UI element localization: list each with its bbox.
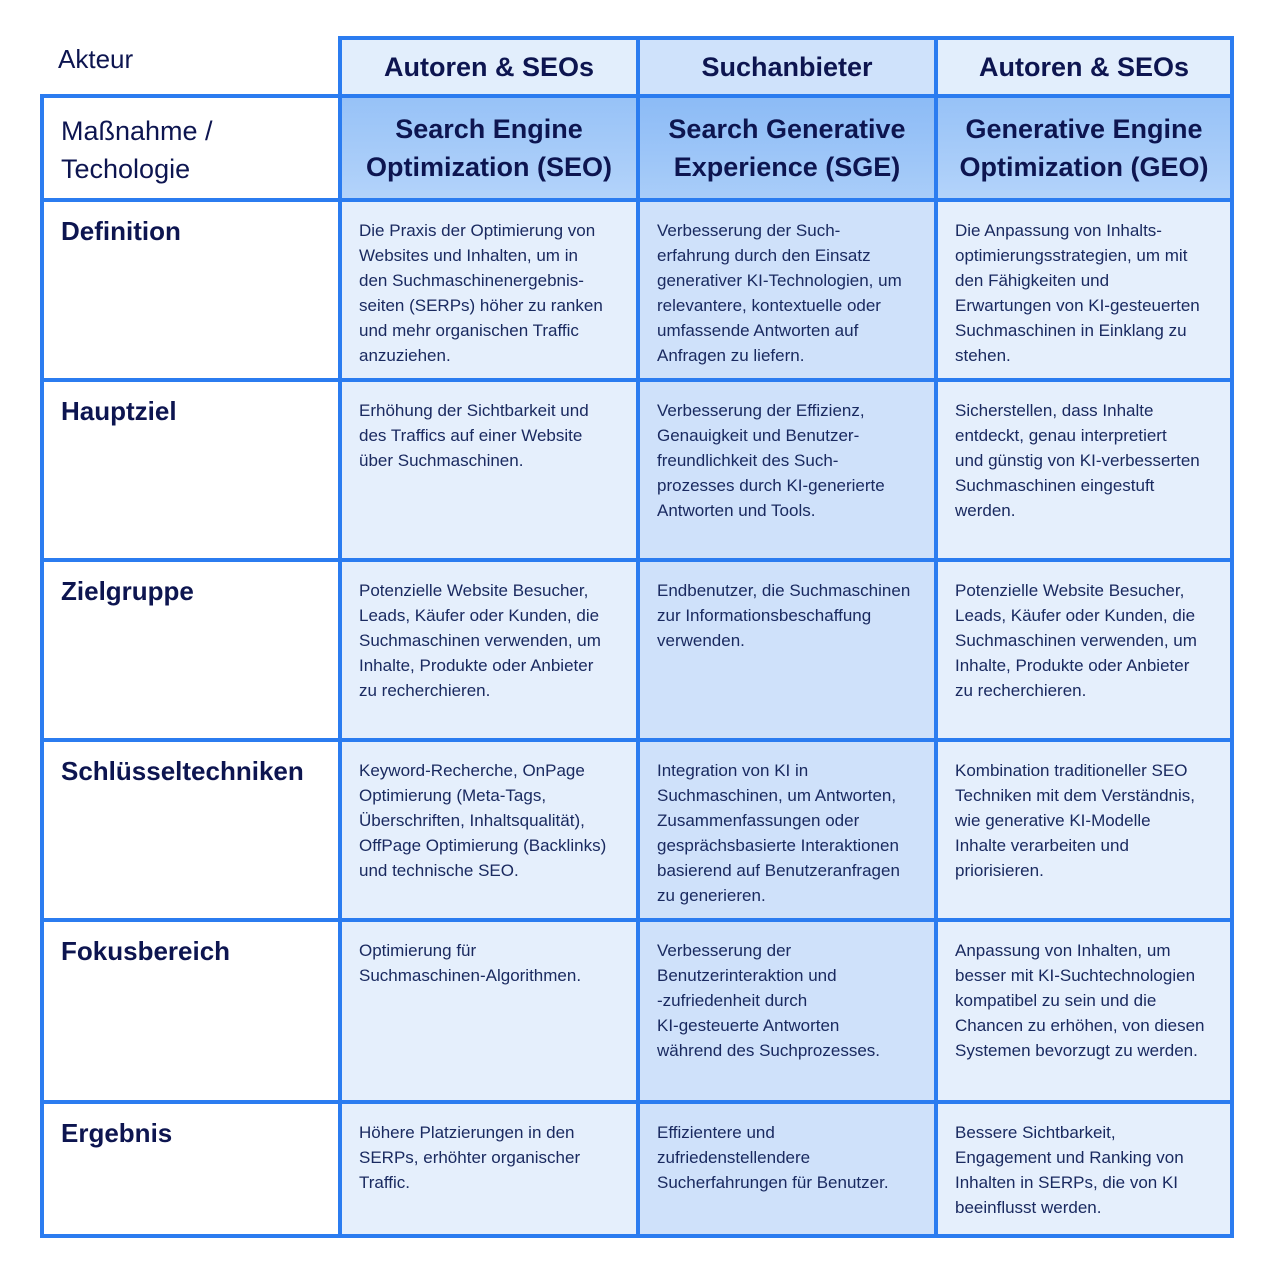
cell-ergebnis-geo: Bessere Sichtbarkeit, Engagement und Ranking von Inhalten in SERPs, die von KI beeinflusst werden.: [934, 1100, 1234, 1238]
row-label-schluesseltechniken: Schlüsseltechniken: [40, 738, 342, 922]
actor-header-2: Suchanbieter: [636, 36, 938, 98]
cell-zielgruppe-sge: Endbenutzer, die Suchmaschinen zur Informationsbeschaffung verwenden.: [636, 558, 938, 742]
cell-fokusbereich-seo: Optimierung für Suchmaschinen-Algorithmen.: [338, 918, 640, 1104]
cell-fokusbereich-geo: Anpassung von Inhalten, um besser mit KI-Suchtechnologien kompatibel zu sein und die Chancen zu erhöhen, von diesen Systemen bevorzugt zu werden.: [934, 918, 1234, 1104]
cell-zielgruppe-seo: Potenzielle Website Besucher, Leads, Käufer oder Kunden, die Suchmaschinen verwenden, um Inhalte, Produkte oder Anbieter zu recherchieren.: [338, 558, 640, 742]
cell-hauptziel-seo: Erhöhung der Sichtbarkeit und des Traffics auf einer Website über Suchmaschinen.: [338, 378, 640, 562]
cell-definition-geo: Die Anpassung von Inhalts- optimierungsstrategien, um mit den Fähigkeiten und Erwartungen von KI-gesteuerten Suchmaschinen in Einklang zu stehen.: [934, 198, 1234, 382]
cell-ergebnis-seo: Höhere Platzierungen in den SERPs, erhöhter organischer Traffic.: [338, 1100, 640, 1238]
cell-ergebnis-sge: Effizientere und zufriedenstellendere Sucherfahrungen für Benutzer.: [636, 1100, 938, 1238]
row-label-definition: Definition: [40, 198, 342, 382]
actor-header-1: Autoren & SEOs: [338, 36, 640, 98]
cell-schluesseltechniken-seo: Keyword-Recherche, OnPage Optimierung (Meta-Tags, Überschriften, Inhaltsqualität), OffPage Optimierung (Backlinks) und technische SEO.: [338, 738, 640, 922]
cell-schluesseltechniken-geo: Kombination traditioneller SEO Techniken mit dem Verständnis, wie generative KI-Modelle Inhalte verarbeiten und priorisieren.: [934, 738, 1234, 922]
cell-zielgruppe-geo: Potenzielle Website Besucher, Leads, Käufer oder Kunden, die Suchmaschinen verwenden, um Inhalte, Produkte oder Anbieter zu recherchieren.: [934, 558, 1234, 742]
tech-header-seo: Search Engine Optimization (SEO): [338, 94, 640, 202]
actor-header-3: Autoren & SEOs: [934, 36, 1234, 98]
actor-label: Akteur: [58, 44, 134, 74]
row-label-hauptziel: Hauptziel: [40, 378, 342, 562]
row-label-zielgruppe: Zielgruppe: [40, 558, 342, 742]
cell-hauptziel-sge: Verbesserung der Effizienz, Genauigkeit und Benutzer- freundlichkeit des Such- prozesses durch KI-generierte Antworten und Tools.: [636, 378, 938, 562]
cell-definition-seo: Die Praxis der Optimierung von Websites und Inhalten, um in den Suchmaschinenergebnis- seiten (SERPs) höher zu ranken und mehr organischen Traffic anzuziehen.: [338, 198, 640, 382]
tech-header-sge: Search Generative Experience (SGE): [636, 94, 938, 202]
tech-header-geo: Generative Engine Optimization (GEO): [934, 94, 1234, 202]
cell-definition-sge: Verbesserung der Such- erfahrung durch den Einsatz generativer KI-Technologien, um relevantere, kontextuelle oder umfassende Antworten auf Anfragen zu liefern.: [636, 198, 938, 382]
cell-hauptziel-geo: Sicherstellen, dass Inhalte entdeckt, genau interpretiert und günstig von KI-verbesserten Suchmaschinen eingestuft werden.: [934, 378, 1234, 562]
measure-label: Maßnahme / Techologie: [40, 94, 342, 202]
row-label-fokusbereich: Fokusbereich: [40, 918, 342, 1104]
cell-schluesseltechniken-sge: Integration von KI in Suchmaschinen, um Antworten, Zusammenfassungen oder gesprächsbasierte Interaktionen basierend auf Benutzeranfragen zu generieren.: [636, 738, 938, 922]
cell-fokusbereich-sge: Verbesserung der Benutzerinteraktion und -zufriedenheit durch KI-gesteuerte Antworten während des Suchprozesses.: [636, 918, 938, 1104]
row-label-ergebnis: Ergebnis: [40, 1100, 342, 1238]
